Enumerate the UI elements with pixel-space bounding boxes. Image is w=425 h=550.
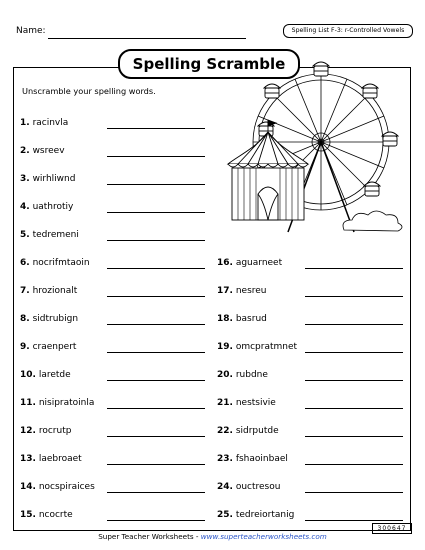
scrambled-word: laebroaet	[38, 454, 82, 464]
footer-brand: Super Teacher Worksheets -	[98, 532, 201, 541]
item-number: 25.	[217, 510, 233, 520]
word-item	[20, 398, 94, 408]
scrambled-word: sidrputde	[235, 426, 279, 436]
footer	[0, 532, 425, 541]
item-number: 24.	[217, 482, 233, 492]
scrambled-word: nocrifmtaoin	[32, 258, 90, 268]
word-item	[20, 146, 65, 156]
answer-line[interactable]	[107, 352, 205, 353]
scrambled-word: nestsivie	[235, 398, 276, 408]
item-number: 21.	[217, 398, 233, 408]
answer-line[interactable]	[107, 212, 205, 213]
item-number: 12.	[20, 426, 36, 436]
answer-line[interactable]	[305, 520, 403, 521]
scrambled-word: hrozionalt	[32, 286, 78, 296]
item-number: 5.	[20, 230, 30, 240]
word-item	[217, 286, 267, 296]
scrambled-word: aguarneet	[235, 258, 283, 268]
answer-line[interactable]	[305, 268, 403, 269]
scrambled-word: tedremeni	[32, 230, 79, 240]
scrambled-word: nocspiraices	[38, 482, 95, 492]
item-number: 13.	[20, 454, 36, 464]
scrambled-word: wirhliwnd	[32, 174, 76, 184]
answer-line[interactable]	[305, 296, 403, 297]
item-number: 9.	[20, 342, 30, 352]
word-item	[20, 118, 68, 128]
item-number: 1.	[20, 118, 30, 128]
word-item	[217, 482, 280, 492]
scrambled-word: wsreev	[32, 146, 65, 156]
footer-url[interactable]: www.superteacherworksheets.com	[200, 532, 327, 541]
scrambled-word: racinvla	[32, 118, 69, 128]
item-number: 15.	[20, 510, 36, 520]
answer-line[interactable]	[107, 324, 205, 325]
circus-tent-icon	[228, 120, 308, 220]
word-item	[20, 258, 90, 268]
word-item	[217, 426, 279, 436]
ferris-wheel-icon	[226, 56, 416, 236]
word-item	[217, 370, 268, 380]
answer-line[interactable]	[107, 184, 205, 185]
scrambled-word: ouctresou	[235, 482, 281, 492]
item-number: 23.	[217, 454, 233, 464]
item-number: 3.	[20, 174, 30, 184]
scrambled-word: craenpert	[32, 342, 77, 352]
answer-line[interactable]	[107, 128, 205, 129]
word-item	[20, 482, 95, 492]
name-input-line[interactable]	[48, 38, 246, 39]
instructions: Unscramble your spelling words.	[22, 86, 156, 96]
word-item	[20, 510, 73, 520]
item-number: 14.	[20, 482, 36, 492]
item-number: 18.	[217, 314, 233, 324]
answer-line[interactable]	[107, 436, 205, 437]
answer-line[interactable]	[107, 492, 205, 493]
item-number: 7.	[20, 286, 30, 296]
scrambled-word: omcpratmnet	[235, 342, 298, 352]
answer-line[interactable]	[305, 324, 403, 325]
answer-line[interactable]	[107, 156, 205, 157]
word-item	[20, 454, 82, 464]
spelling-list-tag: Spelling List F-3: r-Controlled Vowels	[283, 24, 413, 38]
scrambled-word: sidtrubign	[32, 314, 79, 324]
item-number: 19.	[217, 342, 233, 352]
name-label: Name:	[16, 26, 46, 36]
answer-line[interactable]	[107, 464, 205, 465]
worksheet-code: 300647	[372, 523, 412, 534]
answer-line[interactable]	[305, 492, 403, 493]
word-item	[20, 174, 75, 184]
answer-line[interactable]	[305, 352, 403, 353]
word-item	[20, 370, 71, 380]
item-number: 17.	[217, 286, 233, 296]
answer-line[interactable]	[107, 240, 205, 241]
word-item	[20, 286, 77, 296]
word-item	[20, 426, 71, 436]
item-number: 20.	[217, 370, 233, 380]
answer-line[interactable]	[107, 408, 205, 409]
word-item	[217, 314, 267, 324]
word-item	[20, 230, 79, 240]
word-item	[217, 398, 276, 408]
word-item	[217, 258, 282, 268]
word-item	[217, 342, 297, 352]
answer-line[interactable]	[305, 380, 403, 381]
item-number: 16.	[217, 258, 233, 268]
item-number: 4.	[20, 202, 30, 212]
item-number: 6.	[20, 258, 30, 268]
word-item	[20, 314, 78, 324]
answer-line[interactable]	[107, 380, 205, 381]
scrambled-word: nesreu	[235, 286, 267, 296]
scrambled-word: fshaoinbael	[235, 454, 288, 464]
scrambled-word: ncocrte	[38, 510, 73, 520]
scrambled-word: rubdne	[235, 370, 268, 380]
worksheet-title: Spelling Scramble	[118, 49, 300, 79]
answer-line[interactable]	[305, 464, 403, 465]
answer-line[interactable]	[305, 436, 403, 437]
answer-line[interactable]	[107, 268, 205, 269]
answer-line[interactable]	[305, 408, 403, 409]
scrambled-word: tedreiortanig	[235, 510, 295, 520]
word-item	[20, 342, 76, 352]
scrambled-word: nisipratoinla	[38, 398, 95, 408]
scrambled-word: basrud	[235, 314, 267, 324]
item-number: 22.	[217, 426, 233, 436]
word-item	[217, 510, 294, 520]
answer-line[interactable]	[107, 520, 205, 521]
word-item	[217, 454, 288, 464]
scrambled-word: rocrutp	[38, 426, 72, 436]
word-item	[20, 202, 73, 212]
item-number: 10.	[20, 370, 36, 380]
scrambled-word: laretde	[38, 370, 71, 380]
item-number: 8.	[20, 314, 30, 324]
scrambled-word: uathrotiy	[32, 202, 74, 212]
answer-line[interactable]	[107, 296, 205, 297]
item-number: 2.	[20, 146, 30, 156]
item-number: 11.	[20, 398, 36, 408]
